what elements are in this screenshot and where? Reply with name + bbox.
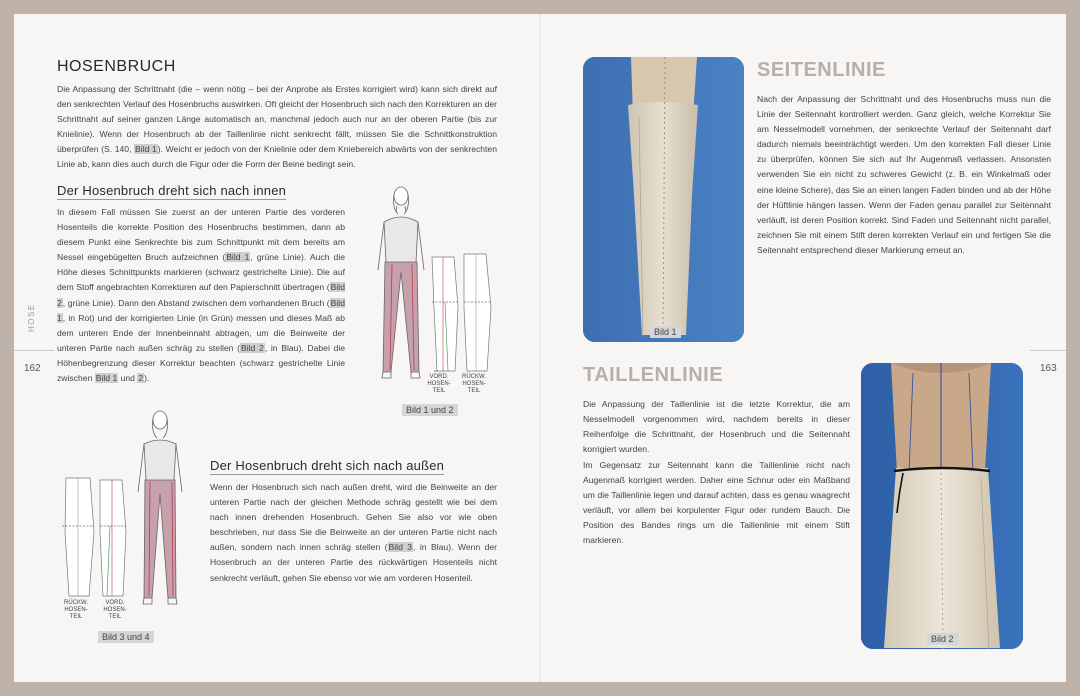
book-gutter bbox=[539, 14, 541, 682]
page-number-left: 162 bbox=[24, 363, 41, 374]
taillenlinie-paragraph-1: Die Anpassung der Taillenlinie ist die letzte Korrektur, die am Nesselmodell vorgenommen wird, nachdem bereits in dieser Reihenfolge die Schrittnaht, der Hosenbruch und die Seitennaht korrigiert wurden. bbox=[583, 399, 850, 455]
intro-paragraph bbox=[57, 82, 497, 173]
figure-ref: Bild 1 bbox=[135, 144, 157, 155]
figure-ref: Bild 2 bbox=[241, 342, 264, 353]
photo1-caption: Bild 1 bbox=[650, 326, 681, 338]
page-marker-line bbox=[14, 350, 54, 351]
figure-ref: Bild 1 bbox=[57, 297, 345, 323]
figure-caption-1-2: Bild 1 und 2 bbox=[402, 404, 458, 416]
section-side-label: HOSE bbox=[27, 303, 36, 332]
label-back-piece: RÜCKW. HOSEN-TEIL bbox=[462, 374, 486, 394]
pattern-back-piece bbox=[464, 254, 491, 371]
figure-ref: Bild 1 bbox=[95, 373, 118, 384]
figure-caption-3-4: Bild 3 und 4 bbox=[98, 631, 154, 643]
text-run: , grüne Linie). Dann den Abstand zwischen dem vorhandenen Bruch ( bbox=[62, 297, 330, 308]
photo-side-seam bbox=[583, 57, 744, 342]
section-title-hosenbruch: HOSENBRUCH bbox=[57, 58, 176, 75]
pattern-back-piece-2 bbox=[65, 478, 94, 596]
label-front-piece: VORD. HOSEN-TEIL bbox=[427, 374, 451, 394]
woman-figure-front-2 bbox=[138, 411, 182, 604]
text-run: , grüne Linie). Auch die Höhe dieses Schnittpunkts markieren (schwarz gestrichelte Linie). Die auf dem Stoff angebrachten Korrekturen auf den Papierschnitt übertragen ( bbox=[57, 252, 346, 293]
text-run: und bbox=[118, 373, 138, 384]
pattern-front-piece bbox=[432, 257, 458, 371]
text-run: , in Rot) und der korrigierten Linie (in Grün) messen und dieses Maß ab dem unteren Ende der Innenbeinnaht abtragen, um die Beinweite der unteren Partie nach außen schräg zu stellen ( bbox=[57, 312, 345, 353]
subheading-inward bbox=[57, 183, 286, 200]
label-front-piece-2: VORD. HOSEN-TEIL bbox=[103, 600, 127, 620]
figure-ref: Bild 3 bbox=[388, 542, 413, 553]
page-marker-line-right bbox=[1030, 350, 1066, 351]
subheading-outward-text: Der Hosenbruch dreht sich nach außen bbox=[210, 458, 445, 473]
illustration-inward-turn bbox=[372, 182, 498, 404]
photo-waistline bbox=[861, 363, 1023, 649]
subheading-inward-text: Der Hosenbruch dreht sich nach innen bbox=[57, 183, 287, 198]
figure-ref: Bild 2 bbox=[57, 282, 345, 308]
page-number-right: 163 bbox=[1040, 363, 1057, 374]
label-back-piece-2: RÜCKW. HOSEN-TEIL bbox=[64, 600, 88, 620]
illustration-outward-turn bbox=[56, 406, 186, 632]
section-title-taillenlinie: TAILLENLINIE bbox=[583, 364, 724, 386]
text-run: ). bbox=[144, 373, 150, 384]
text-run: In diesem Fall müssen Sie zuerst an der unteren Partie des vorderen Hosenteils die korrekte Position des Hosenbruchs bestimmen, dann ab diesem Punkt eine Senkrechte bis zum Schnittpunkt mit dem bereits am Nessel eingebügelten Bruch aufzeichnen ( bbox=[57, 207, 345, 263]
text-run: Wenn der Hosenbruch sich nach außen dreht, wird die Beinweite an der unteren Partie nach der gleichen Methode schräg gestellt wie bei dem nach innen drehenden Hosenbruch. Gehen Sie also vor wie oben beschrieben, nur dass Sie die Beinweite an der unteren Partie nicht nach außen, sondern nach innen schräg stellen ( bbox=[210, 482, 497, 553]
intro-text-end: ). Weicht er jedoch von der Knielinie oder dem Kniebereich abwärts von der senkrechten Linie ab, kann dies auch durch die Figur oder die Form der Beine bedingt sein. bbox=[57, 144, 497, 170]
outward-paragraph bbox=[210, 480, 497, 586]
figure-ref: 2 bbox=[138, 373, 144, 384]
seitenlinie-paragraph: Nach der Anpassung der Schrittnaht und des Hosenbruchs muss nun die Linie der Seitennaht kontrolliert werden. Ganz gleich, welche Korrektur Sie am Nesselmodell vornehmen, der senkrechte Verlauf der Seitennaht darf dadurch niemals beeinträchtigt werden. Um den korrekten Fall dieser Linie zu überprüfen, können Sie sich auf Ihr Augenmaß verlassen. Ansonsten verwenden Sie ein nicht zu schweres Gewicht (z. B. ein Winkelmaß oder eine kleine Schere), das Sie an einen langen Faden binden und ab der Höhe der Hüftlinie hängen lassen. Wenn der Faden genau parallel zur Seitennaht verläuft, ist deren Position korrekt. Sind Faden und Seitennaht nicht parallel, zeichnen Sie mit einem Stift deren korrekten Verlauf ein und fertigen Sie die Seitennaht entsprechend dieser Markierung erneut an. bbox=[757, 94, 1051, 255]
subheading-outward bbox=[210, 458, 444, 475]
text-run: , in Blau). Wenn der Hosenbruch an der unteren Partie des rückwärtigen Hosenteils nicht senkrecht verläuft, gehen Sie ebenso vor wie am vorderen Hosenteil. bbox=[210, 542, 498, 583]
inward-paragraph bbox=[57, 205, 345, 386]
pattern-front-piece-2 bbox=[100, 480, 126, 596]
text-run: , in Blau). Dabei die Höhenbegrenzung dieser Korrektur beachten (schwarz gestrichelte Linie zwischen bbox=[57, 342, 346, 384]
intro-text: Die Anpassung der Schrittnaht (die – wenn nötig – bei der Anprobe als Erstes korrigiert wird) kann sich direkt auf den senkrechten Verlauf des Hosenbruchs auswirken. Oft gleicht der Hosenbruch sich nach den Korrekturen an der Schrittnaht auf seiner ganzen Länge automatisch an, manchmal jedoch auch nur an der oberen Partie (bis zur Knielinie). Wenn der Hosenbruch ab der Taillenlinie nicht senkrecht fällt, müssen Sie die Schnittkonstruktion überprüfen (S. 140, bbox=[57, 84, 497, 155]
section-title-seitenlinie: SEITENLINIE bbox=[757, 59, 886, 81]
figure-ref: Bild 1 bbox=[226, 252, 250, 263]
photo2-caption: Bild 2 bbox=[927, 633, 958, 645]
taillenlinie-paragraph-2: Im Gegensatz zur Seitennaht kann die Taillenlinie nicht nach Augenmaß korrigiert werden. Daher eine Schnur oder ein Maßband um die Taillenlinie legen und darauf achten, dass es genau waagrecht verläuft, vor allem bei korpulenter Figur oder rundem Bauch. Die Position des Bandes rings um die Taillenlinie mit einem Stift markieren. bbox=[583, 460, 850, 546]
woman-figure-front bbox=[378, 187, 424, 378]
